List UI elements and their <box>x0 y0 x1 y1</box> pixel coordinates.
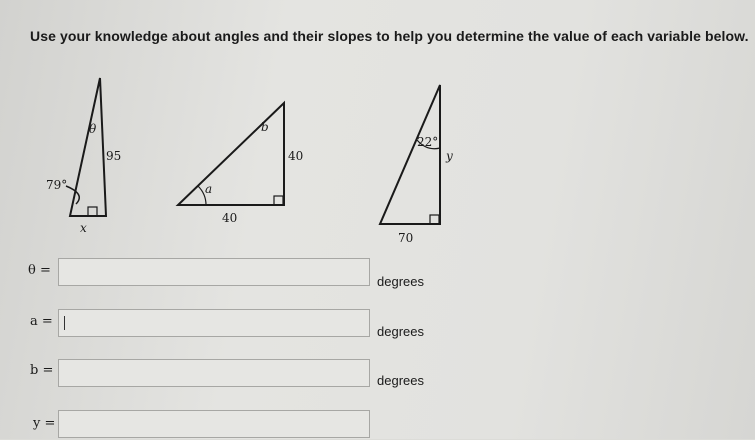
b-answer-box[interactable] <box>58 359 370 387</box>
triangle-2-side-40: 40 <box>288 149 304 163</box>
b-label: b = <box>30 363 54 378</box>
triangle-3-side-y: y <box>446 149 453 163</box>
triangle-2-angle-a: a <box>205 182 213 196</box>
triangle-3-angle-22: 22° <box>417 135 439 149</box>
y-answer-box[interactable] <box>58 410 370 438</box>
a-answer-box[interactable] <box>58 309 370 337</box>
triangle-3-shape <box>380 85 440 224</box>
triangle-1-hypotenuse-label: 95 <box>106 149 122 163</box>
triangle-2-hypotenuse-b: b <box>261 120 269 134</box>
a-label: a = <box>30 314 53 329</box>
a-input[interactable] <box>59 310 369 336</box>
instructions-text: Use your knowledge about angles and their slopes to help you determine the value of each variable below. <box>30 28 749 44</box>
triangle-3-right-angle-marker <box>430 215 439 224</box>
b-input[interactable] <box>59 360 369 386</box>
triangle-1-angle-79: 79° <box>46 178 68 192</box>
theta-answer-box[interactable] <box>58 258 370 286</box>
triangle-1 <box>46 78 121 235</box>
triangle-3-base-70: 70 <box>398 231 414 245</box>
triangle-1-base-x: x <box>80 221 87 235</box>
triangle-1-right-angle-marker <box>88 207 97 216</box>
text-cursor <box>64 316 65 330</box>
a-unit: degrees <box>377 324 424 339</box>
triangle-1-shape <box>70 78 106 216</box>
y-input[interactable] <box>59 411 369 437</box>
triangle-2-base-40: 40 <box>222 211 238 225</box>
b-unit: degrees <box>377 373 424 388</box>
triangle-1-angle-theta: θ <box>89 122 97 136</box>
triangle-3 <box>380 85 453 245</box>
theta-unit: degrees <box>377 274 424 289</box>
triangle-2-right-angle-marker <box>274 196 283 205</box>
theta-label: θ = <box>28 263 51 278</box>
y-label: y = <box>33 416 56 431</box>
theta-input[interactable] <box>59 259 369 285</box>
triangle-2 <box>178 103 303 225</box>
triangle-2-shape <box>178 103 284 205</box>
